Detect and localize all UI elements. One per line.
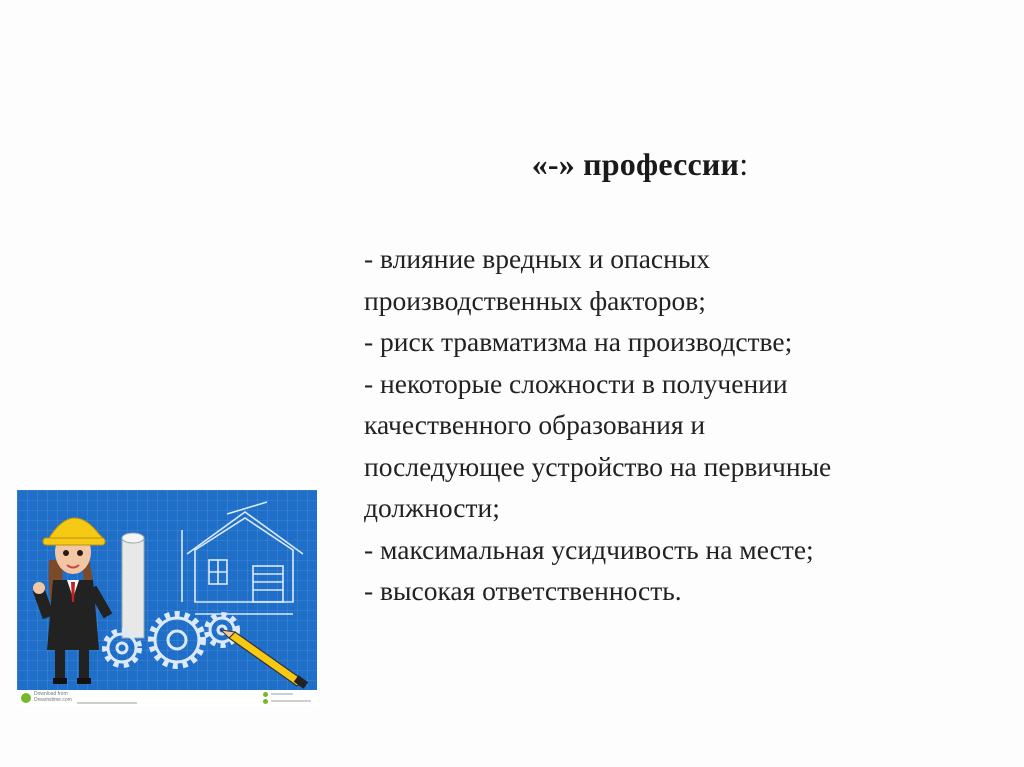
slide-title [480, 146, 800, 183]
blueprint-graphic [17, 490, 317, 690]
watermark-dot [263, 699, 268, 704]
body-line: - влияние вредных и опасных [364, 243, 711, 274]
engineer-blueprint-illustration [17, 490, 317, 690]
body-line: - риск травматизма на производстве; [364, 326, 793, 357]
body-line: должности; [364, 492, 500, 523]
watermark-text [34, 691, 72, 703]
body-line: - максимальная усидчивость на месте; [364, 533, 814, 565]
watermark-dot [263, 692, 268, 697]
stock-watermark [17, 690, 317, 706]
body-line: последующее устройство на первичные [364, 450, 832, 482]
slide-body [364, 238, 1004, 612]
dreamstime-logo [21, 693, 31, 703]
body-line: - некоторые сложности в получении [364, 367, 788, 399]
body-line: - высокая ответственность. [364, 575, 682, 606]
watermark-divider [77, 702, 137, 704]
watermark-divider [271, 700, 311, 702]
title-text: «-» профессии [531, 146, 740, 182]
watermark-divider [271, 693, 293, 695]
body-line: качественного образования и [364, 409, 706, 440]
rolled-paper [122, 533, 144, 638]
title-colon: : [739, 146, 749, 182]
body-line: производственных факторов; [364, 284, 706, 316]
watermark-line1: Download from [34, 691, 68, 697]
watermark-line2: Dreamstime.com [34, 697, 72, 703]
